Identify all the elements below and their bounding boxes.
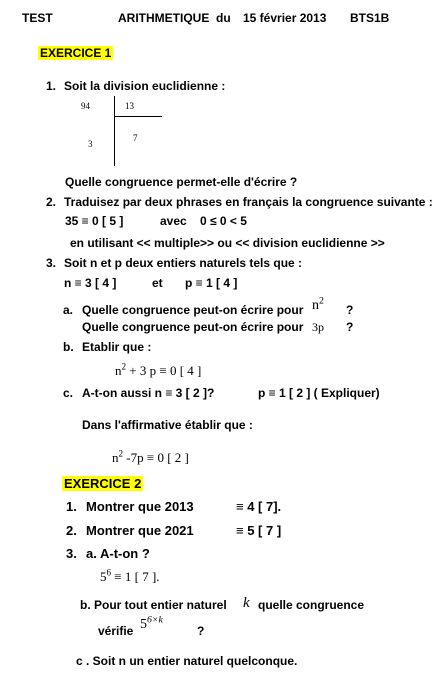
q3-cond-n: n ≡ 3 [ 4 ] xyxy=(64,276,117,290)
ex2-q3c-text: c . Soit n un entier naturel quelconque. xyxy=(76,654,298,668)
header-test: TEST xyxy=(22,11,53,25)
q3a-expr-n2: $n^2$ xyxy=(312,295,324,313)
q3a-text2: Quelle congruence peut-on écrire pour xyxy=(82,320,304,334)
ex2-q2-number: 2. xyxy=(66,523,77,538)
q3c-text: A-t-on aussi n ≡ 3 [ 2 ]? xyxy=(82,386,215,400)
q3a-q2: ? xyxy=(346,320,354,334)
q3a-q1: ? xyxy=(346,303,354,317)
dividend: 94 xyxy=(81,101,90,111)
ex2-q2-cong: ≡ 5 [ 7 ] xyxy=(236,523,282,538)
ex2-q3-number: 3. xyxy=(66,546,77,561)
ex2-q1-cong: ≡ 4 [ 7]. xyxy=(236,499,282,514)
ex2-q3b-text-end: quelle congruence xyxy=(258,598,365,612)
ex2-q3b-text-start: b. Pour tout entier naturel xyxy=(80,598,227,612)
q3a-expr-3p: 3p xyxy=(312,320,324,334)
q3b-label: b. xyxy=(63,340,74,354)
q2-condition: 0 ≤ 0 < 5 xyxy=(200,214,247,228)
q1-text: Soit la division euclidienne : xyxy=(64,79,226,93)
q3a-text1: Quelle congruence peut-on écrire pour xyxy=(82,303,304,317)
q1-number: 1. xyxy=(46,79,57,93)
ex2-q2-text: Montrer que 2021 xyxy=(86,523,194,538)
q3a-label: a. xyxy=(63,303,74,317)
q1-question: Quelle congruence permet-elle d'écrire ? xyxy=(65,175,298,189)
q2-avec: avec xyxy=(160,214,187,228)
division-vertical-line xyxy=(114,96,115,166)
division-horizontal-line xyxy=(114,116,162,117)
header-date: 15 février 2013 xyxy=(243,11,327,25)
q2-number: 2. xyxy=(46,195,57,209)
exercise-2-title: EXERCICE 2 xyxy=(64,476,142,491)
q3b-expression: $n^2 + 3$ p ≡ 0 [ 4 ] xyxy=(115,361,202,378)
q2-text: Traduisez par deux phrases en français la congruence suivante : xyxy=(64,195,433,209)
header-class: BTS1B xyxy=(350,11,390,25)
divisor: 13 xyxy=(125,101,134,111)
header-du: du xyxy=(216,11,231,25)
q3c-affirm: Dans l'affirmative établir que : xyxy=(82,418,253,432)
q3b-text: Etablir que : xyxy=(82,340,152,354)
ex2-q1-number: 1. xyxy=(66,499,77,514)
ex2-q3b-verify: vérifie xyxy=(98,624,134,638)
q3c-label: c. xyxy=(63,386,74,400)
ex2-q3a-text: a. A-t-on ? xyxy=(86,546,150,561)
q3-cond-p: p ≡ 1 [ 4 ] xyxy=(185,276,238,290)
ex2-q3b-expression: $5^{6\times k}$ xyxy=(140,614,163,632)
ex2-q3a-expression: $5^6 \equiv 1$ [ 7 ]. xyxy=(100,567,160,584)
q3c-expression: $n^2$ -7p ≡ 0 [ 2 ] xyxy=(112,448,189,465)
quotient: 7 xyxy=(133,133,138,143)
ex2-q1-text: Montrer que 2013 xyxy=(86,499,194,514)
q2-congruence: 35 ≡ 0 [ 5 ] xyxy=(65,214,124,228)
exercise-1-title: EXERCICE 1 xyxy=(40,46,112,60)
q3c-text2: p ≡ 1 [ 2 ] ( Expliquer) xyxy=(258,386,380,400)
remainder: 3 xyxy=(88,139,93,149)
ex2-q3b-var-k: k xyxy=(243,595,250,611)
q3-et: et xyxy=(152,276,163,290)
ex2-q3b-question: ? xyxy=(197,624,205,638)
q3-text: Soit n et p deux entiers naturels tels que : xyxy=(64,256,303,270)
q2-using: en utilisant << multiple>> ou << division euclidienne >> xyxy=(70,236,385,250)
q3-number: 3. xyxy=(46,256,57,270)
header-subject: ARITHMETIQUE xyxy=(118,11,210,25)
